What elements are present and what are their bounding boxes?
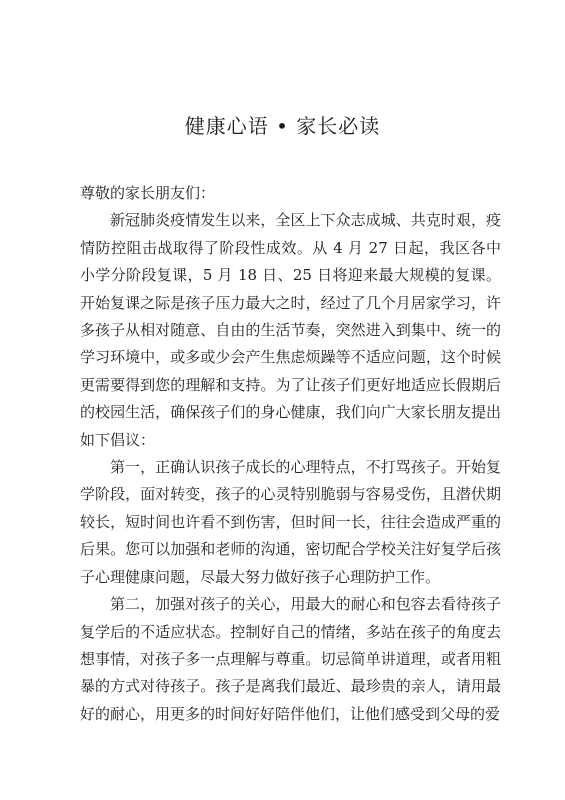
document-body [80, 180, 501, 728]
salutation: 尊敬的家长朋友们： [80, 184, 216, 202]
document-title: 健康心语 • 家长必读 [184, 114, 381, 138]
paragraph-intro: 新冠肺炎疫情发生以来，全区上下众志成城、共克时艰，疫情防控阻击战取得了阶段性成效。从 4 月 27 日起，我区各中小学分阶段复课，5 月 18 日、25 日将迎来最大规模的复课。开始复课之际是孩子压力最大之时，经过了几个月居家学习，许多孩子从相对随意、自由的生活节奏，突然进入到集中、统一的学习环境中，或多或少会产生焦虑烦躁等不适应问题，这个时候更需要得到您的理解和支持。为了让孩子们更好地适应长假期后的校园生活，确保孩子们的身心健康，我们向广大家长朋友提出如下倡议： [80, 211, 501, 449]
paragraph-first-proposal: 第一，正确认识孩子成长的心理特点，不打骂孩子。开始复学阶段，面对转变，孩子的心灵特别脆弱与容易受伤，且潜伏期 较长，短时间也许看不到伤害，但时间一长，往往会造成严重的 后果。您可以加强和老师的沟通，密切配合学校关注好复学后孩 子心理健康问题，尽最大努力做好孩子心理防护工作。 [80, 458, 501, 586]
paragraph-second-proposal: 第二，加强对孩子的关心，用最大的耐心和包容去看待孩子 复学后的不适应状态。控制好自己的情绪，多站在孩子的角度去 想事情，对孩子多一点理解与尊重。切忌简单讲道理，或者用粗 暴的方式对待孩子。孩子是离我们最近、最珍贵的亲人，请用最 好的耐心，用更多的时间好好陪伴他们，让他们感受到父母的爱 [80, 595, 501, 723]
